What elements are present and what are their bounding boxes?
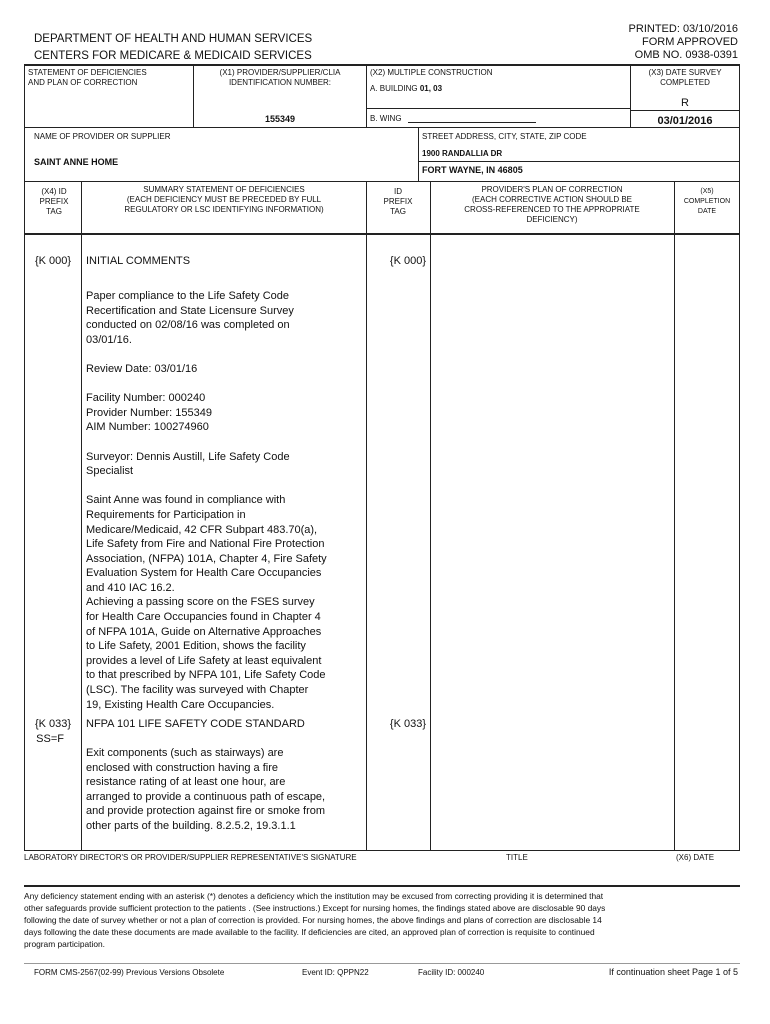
- address-street: 1900 RANDALLIA DR: [422, 149, 503, 158]
- k000-id-tag: {K 000}: [389, 255, 426, 267]
- form-number: FORM CMS-2567(02-99) Previous Versions Obsolete: [34, 968, 225, 977]
- surveyor: Surveyor: Dennis Austill, Life Safety Code Specialist: [86, 450, 290, 478]
- facility-id: Facility ID: 000240: [418, 968, 485, 977]
- page-indicator: If continuation sheet Page 1 of 5: [608, 967, 738, 977]
- column-x5-header: (X5) COMPLETION DATE: [683, 188, 731, 215]
- signature-label: LABORATORY DIRECTOR'S OR PROVIDER/SUPPLIER REPRESENTATIVE'S SIGNATURE: [24, 853, 357, 862]
- event-id: Event ID: QPPN22: [302, 968, 369, 977]
- column-plan-header: PROVIDER'S PLAN OF CORRECTION (EACH CORRECTIVE ACTION SHOULD BE CROSS-REFERENCED TO THE APPROPRIATE DEFICIENCY): [464, 185, 640, 224]
- provider-name: SAINT ANNE HOME: [34, 157, 119, 167]
- building-label: A. BUILDING: [370, 84, 418, 93]
- provider-label: NAME OF PROVIDER OR SUPPLIER: [34, 132, 171, 141]
- column-summary-header: SUMMARY STATEMENT OF DEFICIENCIES (EACH DEFICIENCY MUST BE PRECEDED BY FULL REGULATORY OR LSC IDENTIFYING INFORMATION): [124, 185, 324, 214]
- compliance-paragraph: Saint Anne was found in compliance with Requirements for Participation in Medicare/Medicaid, 42 CFR Subpart 483.70(a), Life Safety from Fire and National Fire Protection Association, (NFPA) 101A, Chapter 4, Fire Safety Evaluation System for Health Care Occupancies and 410 IAC 16.2. Achieving a passing score on the FSES survey for Health Care Occupancies found in Chapter 4 of NFPA 101A, Guide on Alternative Approaches to Life Safety, 2001 Edition, shows the facility provides a level of Life Safety at least equivalent to that prescribed by NFPA 101, Life Safety Code (LSC). The facility was surveyed with Chapter 19, Existing Health Care Occupancies.: [86, 494, 327, 711]
- omb-number: OMB NO. 0938-0391: [634, 49, 738, 61]
- facility-numbers: Facility Number: 000240 Provider Number: 155349 AIM Number: 100274960: [86, 392, 212, 434]
- survey-completed-date: 03/01/2016: [657, 115, 713, 127]
- printed-date: PRINTED: 03/10/2016: [628, 23, 738, 35]
- wing-line: [408, 122, 536, 123]
- review-date: Review Date: 03/01/16: [86, 362, 198, 375]
- address-city: FORT WAYNE, IN 46805: [422, 165, 523, 175]
- x3-label: (X3) DATE SURVEY COMPLETED: [648, 68, 722, 87]
- k000-comments: [86, 289, 364, 712]
- column-x4-header: (X4) ID PREFIX TAG: [39, 187, 69, 216]
- deficiency-notice: Any deficiency statement ending with an asterisk (*) denotes a deficiency which the institution may be excused from correcting providing it is determined that other safeguards provide sufficient protection to the patients . (See instructions.) Except for nursing homes, the findings stated above are disclosable 90 days following the date of survey whether or not a plan of correction is provided. For nursing homes, the above findings and plans of correction are disclosable 14 days following the date these documents are made available to the facility. If deficiencies are cited, an approved plan of correction is requisite to continued program participation.: [24, 891, 606, 949]
- survey-paragraph: Paper compliance to the Life Safety Code Recertification and State Licensure Survey conducted on 02/08/16 was completed on 03/01/16.: [86, 290, 294, 346]
- k033-scope-severity: SS=F: [36, 733, 64, 745]
- agency-title: CENTERS FOR MEDICARE & MEDICAID SERVICES: [34, 50, 312, 62]
- form-approved: FORM APPROVED: [642, 36, 738, 48]
- department-title: DEPARTMENT OF HEALTH AND HUMAN SERVICES: [34, 33, 313, 45]
- k033-title: NFPA 101 LIFE SAFETY CODE STANDARD: [86, 718, 305, 730]
- x2-label: (X2) MULTIPLE CONSTRUCTION: [370, 68, 493, 77]
- statement-label: STATEMENT OF DEFICIENCIES AND PLAN OF CORRECTION: [28, 68, 147, 87]
- k033-id-tag: {K 033}: [389, 718, 426, 730]
- k000-tag: {K 000}: [34, 255, 72, 267]
- title-label: TITLE: [506, 853, 528, 862]
- signature-date-label: (X6) DATE: [676, 853, 715, 862]
- column-id-header: ID PREFIX TAG: [383, 187, 413, 216]
- provider-id-number: 155349: [264, 114, 296, 124]
- building-value: 01, 03: [419, 84, 443, 93]
- k033-tag: {K 033}: [34, 718, 72, 730]
- k033-description: Exit components (such as stairways) are enclosed with construction having a fire resistance rating of at least one hour, are arranged to provide a continuous path of escape, and provide protection against fire or smoke from other parts of the building. 8.2.5.2, 19.3.1.1: [86, 747, 326, 832]
- x3-flag: R: [681, 97, 689, 109]
- building-field: [370, 84, 442, 94]
- top-border: [24, 64, 740, 66]
- k000-title: INITIAL COMMENTS: [86, 255, 191, 267]
- x1-label: (X1) PROVIDER/SUPPLIER/CLIA IDENTIFICATION NUMBER:: [219, 68, 341, 87]
- wing-label: B. WING: [370, 114, 402, 123]
- address-label: STREET ADDRESS, CITY, STATE, ZIP CODE: [422, 132, 587, 141]
